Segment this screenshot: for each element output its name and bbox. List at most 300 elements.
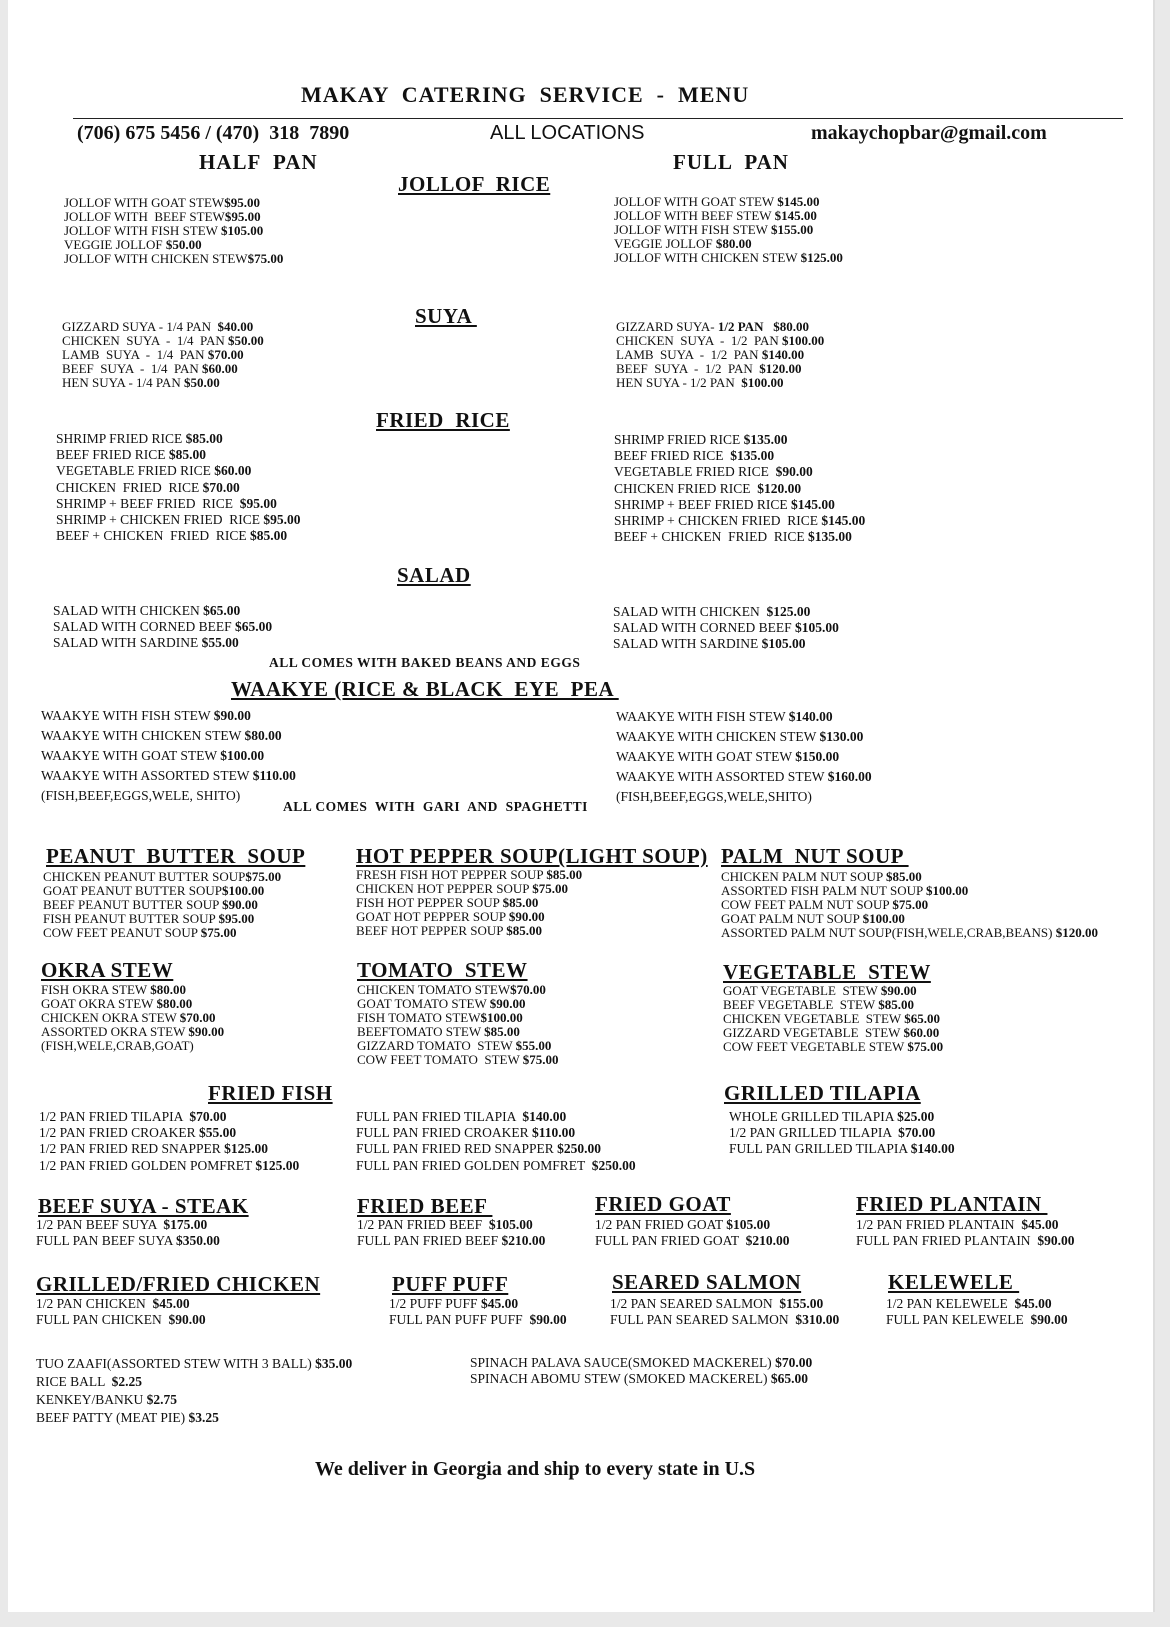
menu-item-name: BEEF SUYA - 1/2 PAN — [616, 361, 760, 376]
menu-item-name: (FISH,BEEF,EGGS,WELE,SHITO) — [616, 789, 812, 804]
waakye-half-list — [41, 706, 296, 806]
menu-item — [43, 870, 281, 884]
menu-item-name: GIZZARD SUYA- — [616, 319, 718, 334]
menu-item — [36, 1233, 220, 1249]
menu-item — [56, 431, 301, 447]
menu-item — [729, 1141, 955, 1157]
section-title-jollof: JOLLOF RICE — [398, 172, 551, 196]
menu-item — [357, 983, 559, 997]
menu-item-name: WAAKYE WITH FISH STEW — [41, 708, 214, 723]
menu-item-price: $105.00 — [761, 636, 806, 652]
menu-item-name: GIZZARD SUYA - 1/4 PAN — [62, 319, 218, 334]
menu-item — [356, 1125, 636, 1141]
email-address: makaychopbar@gmail.com — [811, 122, 1047, 144]
menu-item-price: $125.00 — [800, 250, 843, 265]
menu-item-price: $70.00 — [775, 1355, 813, 1370]
menu-title: MAKAY CATERING SERVICE - MENU — [301, 82, 750, 107]
menu-item-name: VEGETABLE FRIED RICE — [614, 464, 776, 480]
menu-item — [36, 1391, 352, 1409]
section-title-puff-puff: PUFF PUFF — [392, 1272, 509, 1296]
peanut-soup-list — [43, 870, 281, 940]
section-title-fried-rice: FRIED RICE — [376, 408, 510, 432]
suya-half-list — [62, 320, 264, 390]
menu-item-name: BEEF + CHICKEN FRIED RICE — [614, 529, 808, 545]
menu-item — [36, 1312, 206, 1328]
menu-item-price: $100.00 — [220, 748, 265, 763]
menu-item-name: JOLLOF WITH GOAT STEW — [614, 194, 778, 209]
menu-item — [64, 210, 283, 224]
menu-item — [723, 984, 943, 998]
menu-item-name: ASSORTED FISH PALM NUT SOUP — [721, 883, 926, 898]
menu-item — [41, 746, 296, 766]
section-title-grilled-chicken: GRILLED/FRIED CHICKEN — [36, 1272, 321, 1296]
menu-item — [43, 898, 281, 912]
menu-item — [39, 1109, 299, 1125]
fried-plantain-list — [856, 1217, 1074, 1249]
menu-item — [56, 512, 301, 528]
menu-item-name: WAAKYE WITH GOAT STEW — [616, 749, 796, 764]
menu-item-price: $95.00 — [224, 195, 260, 210]
menu-item-price: $120.00 — [1055, 925, 1098, 940]
menu-item-name: FISH TOMATO STEW — [357, 1010, 481, 1025]
section-title-palm-soup: PALM NUT SOUP — [721, 844, 909, 868]
menu-item-price: $90.00 — [489, 996, 526, 1011]
menu-item-name: 1/2 PAN FRIED RED SNAPPER — [39, 1141, 225, 1157]
menu-item-name: 1/2 PAN CHICKEN — [36, 1296, 153, 1311]
menu-item-name: SPINACH PALAVA SAUCE(SMOKED MACKEREL) — [470, 1355, 776, 1370]
menu-item-price: $155.00 — [770, 222, 814, 237]
section-title-salad: SALAD — [397, 563, 471, 587]
menu-item-name: GOAT TOMATO STEW — [357, 996, 490, 1011]
menu-item-price: $250.00 — [591, 1157, 636, 1173]
menu-item — [613, 620, 839, 636]
waakye-note: ALL COMES WITH GARI AND SPAGHETTI — [283, 799, 588, 814]
menu-item-name: WAAKYE WITH ASSORTED STEW — [41, 768, 253, 783]
menu-item-name: CHICKEN PEANUT BUTTER SOUP — [43, 869, 246, 884]
menu-item-price: $105.00 — [488, 1217, 533, 1232]
menu-item-price: $90.00 — [188, 1024, 225, 1039]
menu-item-price: $85.00 — [506, 923, 543, 938]
menu-item-price: $135.00 — [730, 448, 775, 464]
menu-item — [614, 448, 865, 464]
menu-item-price: $150.00 — [795, 749, 840, 764]
menu-item — [721, 870, 1098, 884]
menu-item-name: 1/2 PAN KELEWELE — [886, 1296, 1015, 1311]
menu-item-price: $85.00 — [885, 869, 922, 884]
menu-item — [595, 1217, 790, 1233]
menu-item-name: SPINACH ABOMU STEW (SMOKED MACKEREL) — [470, 1371, 771, 1387]
menu-item-price: $95.00 — [218, 911, 255, 926]
puff-puff-list — [389, 1296, 567, 1328]
menu-item-price: $90.00 — [213, 708, 251, 723]
menu-item-price: $100.00 — [926, 883, 969, 898]
menu-item — [721, 912, 1098, 926]
fried-rice-half-list — [56, 431, 301, 544]
menu-item-price: $90.00 — [1037, 1233, 1075, 1249]
menu-item — [41, 726, 296, 746]
menu-item-name: CHICKEN SUYA - 1/2 PAN — [616, 333, 783, 348]
menu-item-name: SALAD WITH SARDINE — [53, 635, 202, 651]
menu-item-price: $2.25 — [111, 1374, 142, 1389]
menu-item — [614, 464, 865, 480]
menu-item-price: $70.00 — [510, 982, 546, 997]
menu-item-name: WAAKYE WITH ASSORTED STEW — [616, 769, 828, 784]
menu-item-price: $95.00 — [224, 209, 261, 224]
menu-item — [729, 1125, 955, 1141]
menu-item — [614, 195, 843, 209]
menu-item — [62, 334, 264, 348]
menu-item-name: BEEF FRIED RICE — [614, 448, 731, 464]
jollof-full-list — [614, 195, 843, 265]
menu-item-name: GOAT VEGETABLE STEW — [723, 983, 881, 998]
menu-item — [41, 706, 296, 726]
menu-item — [614, 251, 843, 265]
menu-item — [614, 513, 865, 529]
menu-item-price: $310.00 — [795, 1312, 840, 1328]
menu-item — [721, 884, 1098, 898]
menu-item — [39, 1158, 299, 1174]
menu-item-name: WAAKYE WITH CHICKEN STEW — [616, 729, 820, 744]
menu-item — [356, 924, 582, 938]
menu-item-name: 1/2 PAN FRIED PLANTAIN — [856, 1217, 1022, 1232]
menu-item-price: $140.00 — [522, 1109, 567, 1124]
menu-item — [53, 635, 272, 651]
menu-item-name: 1/2 PAN GRILLED TILAPIA — [729, 1125, 899, 1141]
menu-item-price: $120.00 — [759, 361, 802, 376]
menu-item-price: $90.00 — [168, 1312, 206, 1328]
menu-item — [41, 997, 224, 1011]
menu-item-price: $65.00 — [235, 619, 273, 635]
menu-item — [616, 348, 824, 362]
menu-item-name: 1/2 PAN FRIED CROAKER — [39, 1125, 200, 1141]
menu-item-name: GOAT PEANUT BUTTER SOUP — [43, 883, 223, 898]
menu-item-name: 1/2 PAN FRIED GOAT — [595, 1217, 727, 1232]
menu-item-name: FISH HOT PEPPER SOUP — [356, 895, 503, 910]
menu-item-name: SHRIMP + BEEF FRIED RICE — [614, 496, 792, 512]
menu-item-name: FRESH FISH HOT PEPPER SOUP — [356, 867, 547, 882]
section-title-okra-stew: OKRA STEW — [41, 958, 174, 982]
menu-item — [53, 619, 272, 635]
menu-item-price: $140.00 — [761, 347, 805, 362]
menu-item-name: SHRIMP FRIED RICE — [614, 432, 744, 447]
menu-item-price: $60.00 — [214, 463, 252, 479]
menu-item-price: $65.00 — [904, 1011, 940, 1026]
menu-item-price: $3.25 — [188, 1410, 219, 1425]
menu-item — [39, 1125, 299, 1141]
menu-item — [41, 983, 224, 997]
menu-item-name: JOLLOF WITH BEEF STEW — [64, 209, 225, 224]
menu-item-name: BEEF SUYA - 1/4 PAN — [62, 361, 203, 376]
menu-item-price: $45.00 — [152, 1296, 190, 1311]
menu-item — [614, 529, 865, 545]
menu-item-price: $50.00 — [165, 237, 202, 252]
menu-item-name: VEGGIE JOLLOF — [64, 237, 166, 252]
section-title-pepper-soup: HOT PEPPER SOUP(LIGHT SOUP) — [356, 844, 708, 868]
menu-item-price: $75.00 — [907, 1039, 944, 1054]
menu-item-price: $50.00 — [228, 333, 264, 348]
grilled-tilapia-list — [729, 1109, 955, 1158]
menu-item-name: SHRIMP + BEEF FRIED RICE — [56, 495, 240, 511]
menu-item — [614, 497, 865, 513]
menu-item — [41, 766, 296, 786]
menu-item — [616, 787, 872, 807]
menu-item-name: WHOLE GRILLED TILAPIA — [729, 1109, 898, 1124]
full-pan-heading: FULL PAN — [673, 150, 789, 174]
menu-item — [614, 481, 865, 497]
section-title-fried-goat: FRIED GOAT — [595, 1192, 731, 1216]
menu-item — [357, 1039, 559, 1053]
menu-item-price: $85.00 — [502, 895, 539, 910]
menu-item-price: $135.00 — [808, 529, 852, 545]
menu-item-price: $80.00 — [150, 982, 186, 997]
menu-item-price: $120.00 — [757, 480, 802, 496]
menu-item-name: 1/2 PAN FRIED GOLDEN POMFRET — [39, 1157, 256, 1173]
menu-item — [64, 252, 283, 266]
menu-item-price: $60.00 — [903, 1025, 940, 1040]
menu-item — [56, 496, 301, 512]
menu-item — [356, 1158, 636, 1174]
menu-item — [886, 1312, 1068, 1328]
menu-item — [616, 334, 824, 348]
menu-item — [36, 1409, 352, 1427]
menu-item-name: HEN SUYA - 1/2 PAN — [616, 375, 742, 390]
menu-item-price: $35.00 — [315, 1356, 353, 1371]
header-divider — [73, 118, 1123, 119]
menu-item-price: $90.00 — [1030, 1312, 1068, 1328]
menu-item-name: FULL PAN SEARED SALMON — [610, 1312, 796, 1328]
menu-item-price: $70.00 — [207, 347, 244, 362]
menu-item-name: GIZZARD VEGETABLE STEW — [723, 1025, 904, 1040]
menu-item — [356, 1141, 636, 1157]
menu-item-name: BEEF HOT PEPPER SOUP — [356, 923, 507, 938]
menu-item — [614, 432, 865, 448]
menu-item — [36, 1373, 352, 1391]
menu-item-price: $175.00 — [163, 1217, 208, 1232]
menu-item — [62, 362, 264, 376]
menu-item-name: FULL PAN CHICKEN — [36, 1312, 169, 1328]
section-title-kelewele: KELEWELE — [888, 1270, 1020, 1294]
menu-item — [43, 884, 281, 898]
menu-item-price: $95.00 — [239, 495, 277, 511]
menu-item-price: $50.00 — [183, 375, 220, 390]
menu-item — [357, 997, 559, 1011]
kelewele-list — [886, 1296, 1068, 1328]
menu-item-name: (FISH,WELE,CRAB,GOAT) — [41, 1038, 194, 1053]
jollof-half-list — [64, 196, 283, 266]
menu-item-name: 1/2 PAN SEARED SALMON — [610, 1296, 780, 1311]
menu-item-price: $210.00 — [745, 1233, 790, 1249]
menu-item — [64, 224, 283, 238]
menu-item-name: COW FEET VEGETABLE STEW — [723, 1039, 908, 1054]
menu-item-price: $65.00 — [770, 1371, 809, 1387]
menu-item-price: $80.00 — [244, 728, 282, 743]
menu-item-price: $75.00 — [522, 1052, 559, 1067]
menu-item — [356, 882, 582, 896]
menu-item — [357, 1025, 559, 1039]
menu-item — [470, 1355, 812, 1371]
menu-item — [729, 1109, 955, 1125]
pepper-soup-list — [356, 868, 582, 938]
menu-item — [356, 868, 582, 882]
menu-item — [357, 1233, 545, 1249]
menu-item — [62, 320, 264, 334]
menu-item-price: $85.00 — [168, 447, 207, 463]
section-title-seared-salmon: SEARED SALMON — [612, 1270, 802, 1294]
menu-item-price: $75.00 — [247, 251, 284, 266]
menu-item-price: $85.00 — [250, 528, 288, 544]
menu-item-name: GIZZARD TOMATO STEW — [357, 1038, 516, 1053]
menu-item-name: BEEF + CHICKEN FRIED RICE — [56, 528, 250, 544]
menu-item-price: $135.00 — [743, 432, 788, 447]
menu-item — [357, 1053, 559, 1067]
menu-item-name: JOLLOF WITH CHICKEN STEW — [614, 250, 801, 265]
locations-label: ALL LOCATIONS — [490, 122, 645, 144]
menu-item — [56, 447, 301, 463]
menu-item — [721, 898, 1098, 912]
extras-left-list — [36, 1355, 352, 1427]
menu-item-name: TUO ZAAFI(ASSORTED STEW WITH 3 BALL) — [36, 1356, 316, 1371]
menu-item-name: CHICKEN PALM NUT SOUP — [721, 869, 886, 884]
menu-item-name: 1/2 PAN BEEF SUYA — [36, 1217, 164, 1232]
menu-item — [62, 348, 264, 362]
salad-note: ALL COMES WITH BAKED BEANS AND EGGS — [269, 655, 581, 670]
menu-item-price: $100.00 — [222, 883, 265, 898]
menu-item — [43, 926, 281, 940]
menu-item — [723, 1026, 943, 1040]
menu-item-price: $85.00 — [185, 431, 223, 446]
menu-item-price: $70.00 — [202, 479, 240, 495]
section-title-fried-fish: FRIED FISH — [208, 1081, 333, 1105]
menu-item-price: $145.00 — [774, 208, 817, 223]
menu-item — [614, 237, 843, 251]
menu-item — [36, 1355, 352, 1373]
menu-item-price: $55.00 — [515, 1038, 552, 1053]
menu-item — [886, 1296, 1068, 1312]
menu-item-price: $110.00 — [532, 1125, 576, 1141]
section-title-peanut-soup: PEANUT BUTTER SOUP — [46, 844, 306, 868]
menu-item-name: FISH PEANUT BUTTER SOUP — [43, 911, 219, 926]
menu-item-price: $90.00 — [880, 983, 917, 998]
menu-item-price: $130.00 — [819, 729, 864, 744]
menu-item — [723, 998, 943, 1012]
menu-item-name: ASSORTED PALM NUT SOUP(FISH,WELE,CRAB,BEANS) — [721, 925, 1056, 940]
menu-item-name: LAMB SUYA - 1/4 PAN — [62, 347, 208, 362]
section-title-fried-plantain: FRIED PLANTAIN — [856, 1192, 1048, 1216]
extras-right-list — [470, 1355, 812, 1387]
menu-item — [856, 1217, 1074, 1233]
fried-fish-full-list — [356, 1109, 636, 1174]
menu-item-price: $85.00 — [484, 1024, 520, 1039]
menu-item-price: 1/2 PAN $80.00 — [717, 319, 809, 334]
menu-item-price: $75.00 — [532, 881, 569, 896]
section-title-vegetable-stew: VEGETABLE STEW — [723, 960, 931, 984]
menu-item-name: ASSORTED OKRA STEW — [41, 1024, 189, 1039]
menu-item — [610, 1312, 839, 1328]
menu-item-name: CHICKEN FRIED RICE — [614, 480, 758, 496]
menu-item-name: FULL PAN FRIED GOAT — [595, 1233, 746, 1249]
salad-half-list — [53, 603, 272, 652]
menu-item — [62, 376, 264, 390]
menu-item-name: JOLLOF WITH FISH STEW — [64, 223, 221, 238]
menu-item-price: $45.00 — [1014, 1296, 1052, 1311]
menu-item-price: $110.00 — [252, 768, 296, 783]
menu-item-name: WAAKYE WITH CHICKEN STEW — [41, 728, 245, 743]
menu-item-name: FISH OKRA STEW — [41, 982, 151, 997]
menu-item-name: BEEF PATTY (MEAT PIE) — [36, 1410, 189, 1425]
menu-item-name: FULL PAN KELEWELE — [886, 1312, 1031, 1328]
menu-item — [616, 727, 872, 747]
menu-item-name: GOAT HOT PEPPER SOUP — [356, 909, 509, 924]
fried-goat-list — [595, 1217, 790, 1249]
menu-item-price: $125.00 — [224, 1141, 269, 1157]
menu-item — [39, 1141, 299, 1157]
menu-item-name: JOLLOF WITH BEEF STEW — [614, 208, 775, 223]
menu-item-name: 1/2 PAN FRIED TILAPIA — [39, 1109, 190, 1124]
menu-item — [616, 747, 872, 767]
menu-item-price: $100.00 — [862, 911, 905, 926]
palm-soup-list — [721, 870, 1098, 940]
menu-item — [389, 1296, 567, 1312]
menu-item — [595, 1233, 790, 1249]
menu-item-name: COW FEET PEANUT SOUP — [43, 925, 201, 940]
menu-item-name: SHRIMP + CHICKEN FRIED RICE — [614, 513, 822, 529]
menu-item-name: JOLLOF WITH FISH STEW — [614, 222, 771, 237]
menu-item-name: KENKEY/BANKU — [36, 1392, 147, 1407]
menu-item-name: BEEF FRIED RICE — [56, 447, 169, 463]
menu-item-name: BEEFTOMATO STEW — [357, 1024, 485, 1039]
menu-item-price: $350.00 — [176, 1233, 220, 1249]
menu-item-name: 1/2 PUFF PUFF — [389, 1296, 481, 1311]
menu-item-price: $90.00 — [222, 897, 258, 912]
menu-item-price: $65.00 — [203, 603, 241, 618]
waakye-full-list — [616, 707, 872, 807]
menu-item-name: FULL PAN FRIED RED SNAPPER — [356, 1141, 558, 1157]
suya-full-list — [616, 320, 824, 390]
menu-item — [856, 1233, 1074, 1249]
menu-item-name: BEEF VEGETABLE STEW — [723, 997, 879, 1012]
tomato-stew-list — [357, 983, 559, 1067]
menu-item — [64, 238, 283, 252]
okra-stew-list — [41, 983, 224, 1053]
menu-item-name: 1/2 PAN FRIED BEEF — [357, 1217, 489, 1232]
menu-item-name: GOAT OKRA STEW — [41, 996, 157, 1011]
menu-item-price: $105.00 — [726, 1217, 771, 1232]
menu-item-name: GOAT PALM NUT SOUP — [721, 911, 863, 926]
beef-suya-steak-list — [36, 1217, 220, 1249]
menu-page — [8, 0, 1155, 1612]
grilled-chicken-list — [36, 1296, 206, 1328]
menu-item-name: CHICKEN HOT PEPPER SOUP — [356, 881, 533, 896]
menu-item — [356, 910, 582, 924]
menu-item-name: CHICKEN OKRA STEW — [41, 1010, 180, 1025]
menu-item-price: $80.00 — [156, 996, 193, 1011]
menu-item — [36, 1217, 220, 1233]
menu-item-name: COW FEET PALM NUT SOUP — [721, 897, 893, 912]
menu-item-name: CHICKEN TOMATO STEW — [357, 982, 511, 997]
menu-item-name: RICE BALL — [36, 1374, 112, 1389]
menu-item — [616, 362, 824, 376]
menu-item — [36, 1296, 206, 1312]
menu-item-name: CHICKEN VEGETABLE STEW — [723, 1011, 905, 1026]
menu-item — [356, 896, 582, 910]
menu-item — [613, 604, 839, 620]
fried-rice-full-list — [614, 432, 865, 545]
menu-item-name: FULL PAN FRIED TILAPIA — [356, 1109, 523, 1124]
menu-item-price: $125.00 — [255, 1157, 300, 1173]
menu-item-name: (FISH,BEEF,EGGS,WELE, SHITO) — [41, 788, 241, 803]
menu-item — [356, 1109, 636, 1125]
section-title-fried-beef: FRIED BEEF — [357, 1194, 493, 1218]
